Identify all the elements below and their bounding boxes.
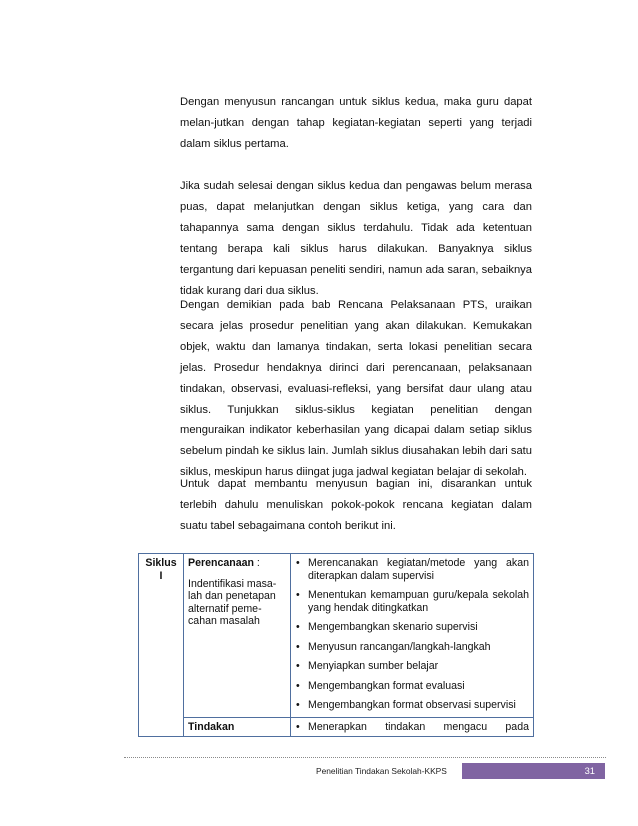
activity-item: • Menyiapkan sumber belajar xyxy=(295,660,529,673)
page-number: 31 xyxy=(584,765,595,776)
activity-item: • Merencanakan kegiatan/metode yang akan diterapkan dalam supervisi xyxy=(295,557,529,582)
siklus-number: I xyxy=(159,569,163,582)
tindakan-cell xyxy=(184,717,291,737)
footer-divider xyxy=(124,757,606,758)
paragraph-2: Jika sudah selesai dengan siklus kedua dan pengawas belum merasa puas, dapat melanjutkan dengan siklus ketiga, yang cara dan tahapannya sama dengan siklus terdahulu. Tidak ada ketentuan tentang berapa kali siklus harus dilakukan. Banyaknya siklus tergantung dari kepuasan peneliti sendiri, namun ada saran, sebaiknya tidak kurang dari dua siklus. xyxy=(180,180,532,297)
activity-item: • Menentukan kemampuan guru/kepala sekolah yang hendak ditingkatkan xyxy=(295,589,529,614)
paragraph-3: Dengan demikian pada bab Rencana Pelaksanaan PTS, uraikan secara jelas prosedur penelitian yang akan dilakukan. Kemukakan objek, waktu dan lamanya tindakan, serta lokasi penelitian secara jelas. Prosedur hendaknya dirinci dari perencanaan, pelaksanaan tindakan, observasi, evaluasi-refleksi, yang bersifat daur ulang atau siklus. Tunjukkan siklus-siklus kegiatan penelitian dengan menguraikan indikator keberhasilan yang dicapai dalam setiap siklus sebelum pindah ke siklus lain. Jumlah siklus diusahakan lebih dari satu siklus, meskipun harus diingat juga jadwal kegiatan belajar di sekolah. xyxy=(180,299,532,479)
tindakan-activity-cell xyxy=(291,717,534,737)
perencanaan-cell xyxy=(184,554,291,718)
tindakan-word: mengacu xyxy=(443,720,488,733)
activity-item: • Mengembangkan skenario supervisi xyxy=(295,621,529,634)
tindakan-label: Tindakan xyxy=(188,720,235,733)
siklus-label: Siklus xyxy=(145,557,177,569)
perencanaan-activity-list xyxy=(295,557,529,712)
perencanaan-colon: : xyxy=(253,557,260,569)
footer-title: Penelitian Tindakan Sekolah-KKPS xyxy=(316,766,447,776)
activity-item: • Mengembangkan format evaluasi xyxy=(295,680,529,693)
tindakan-activity xyxy=(295,721,529,734)
plan-table xyxy=(138,553,534,737)
activity-item: • Menyusun rancangan/langkah-langkah xyxy=(295,641,529,654)
footer-page-bar xyxy=(462,763,605,779)
activity-item: • Mengembangkan format observasi supervisi xyxy=(295,699,529,712)
paragraph-4: Untuk dapat membantu menyusun bagian ini, disarankan untuk terlebih dahulu menuliskan pokok-pokok rencana kegiatan dalam suatu tabel sebagaimana contoh berikut ini. xyxy=(180,478,532,532)
tindakan-word: pada xyxy=(505,720,529,733)
plan-row-perencanaan xyxy=(139,554,534,718)
plan-row-tindakan xyxy=(139,717,534,737)
siklus-cell xyxy=(139,554,184,737)
tindakan-word: tindakan xyxy=(385,720,426,733)
perencanaan-desc: Indentifikasi masa-lah dan penetapan alternatif peme-cahan masalah xyxy=(188,577,277,627)
tindakan-word: • Menerapkan xyxy=(308,720,367,733)
paragraph-1: Dengan menyusun rancangan untuk siklus kedua, maka guru dapat melan-jutkan dengan tahap kegiatan-kegiatan seperti yang terjadi dalam siklus pertama. xyxy=(180,96,532,150)
perencanaan-label: Perencanaan xyxy=(188,557,254,569)
perencanaan-activities-cell xyxy=(291,554,534,718)
